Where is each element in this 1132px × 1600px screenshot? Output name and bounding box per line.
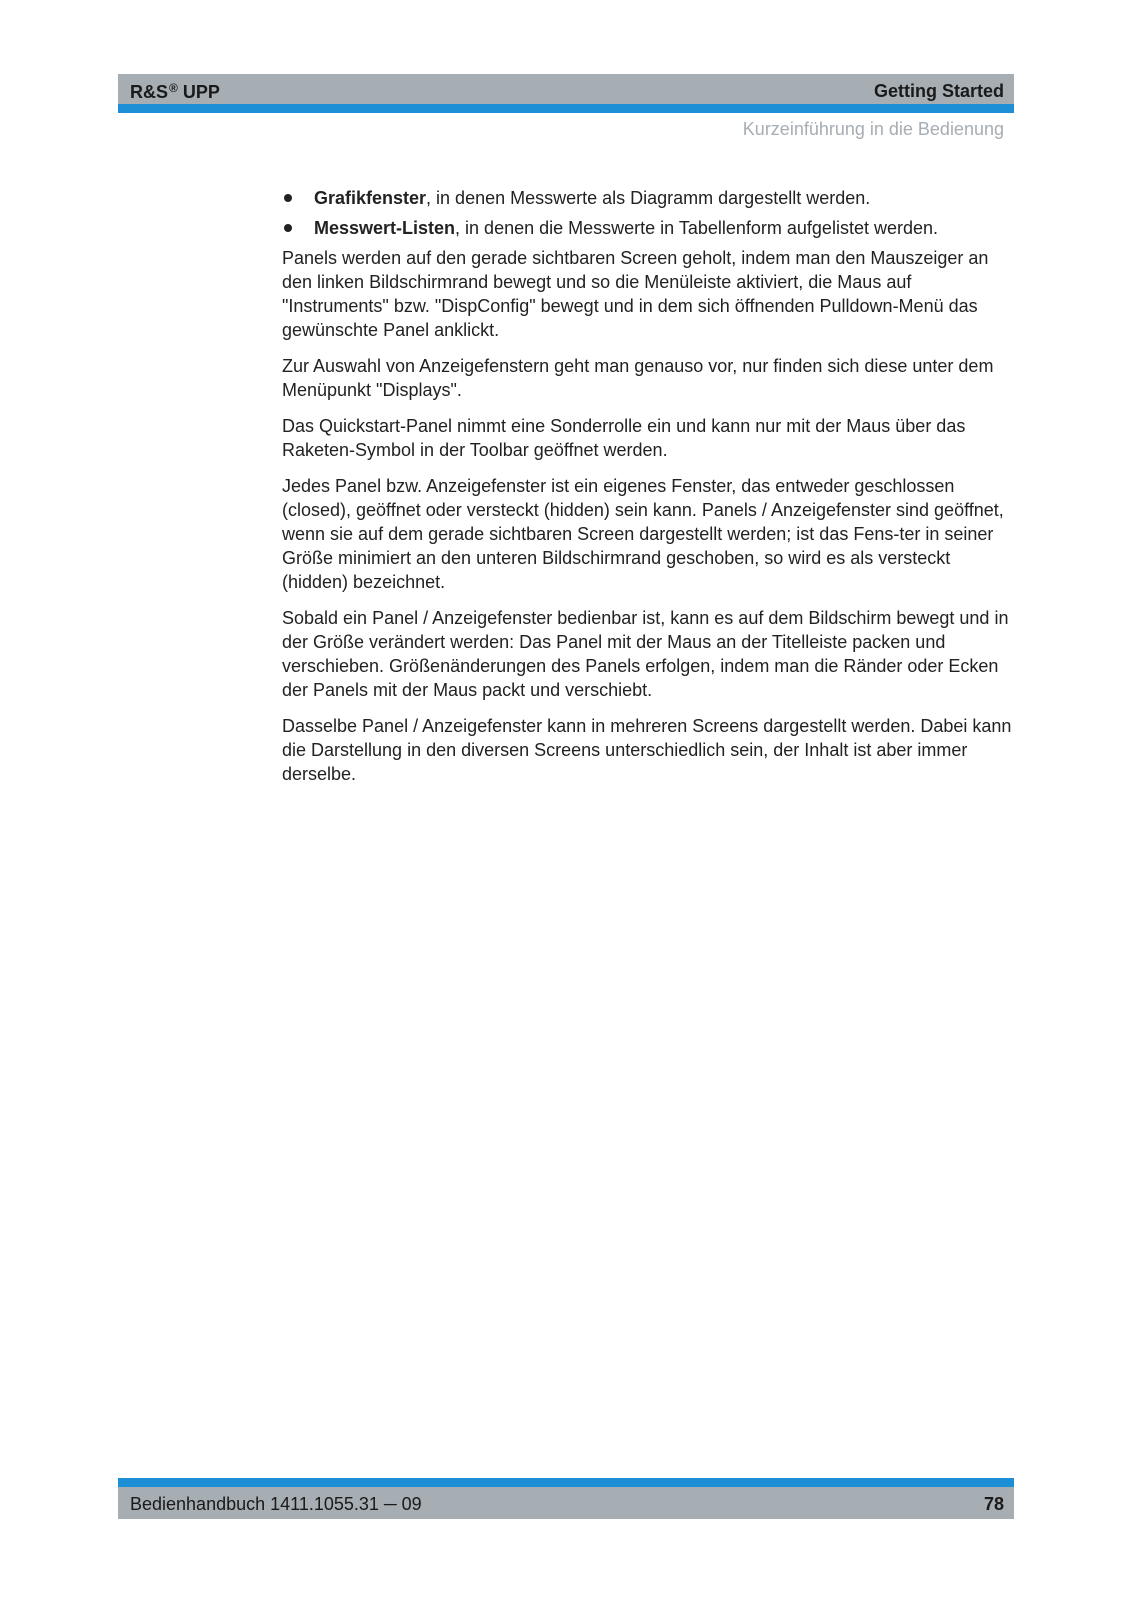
paragraph: Das Quickstart-Panel nimmt eine Sonderrolle ein und kann nur mit der Maus über das Raketen-Symbol in der Toolbar geöffnet werden.	[282, 416, 966, 460]
paragraph: Dasselbe Panel / Anzeigefenster kann in mehreren Screens dargestellt werden. Dabei kann die Darstellung in den diversen Screens unterschiedlich sein, der Inhalt ist aber immer derselbe.	[282, 716, 1012, 784]
header-product-title	[130, 81, 220, 103]
bullet-dot-icon	[284, 194, 292, 202]
header-brand: R&S	[130, 82, 169, 102]
bullet-dot-icon	[284, 224, 292, 232]
footer-accent-stripe	[118, 1478, 1014, 1487]
page-number: 78	[983, 1494, 1004, 1514]
page-body	[282, 186, 1016, 798]
paragraph: Panels werden auf den gerade sichtbaren Screen geholt, indem man den Mauszeiger an den linken Bildschirmrand bewegt und so die Menüleiste aktiviert, die Maus auf "Instruments" bzw. "DispConfig" bewegt und in dem sich öffnenden Pulldown-Menü das gewünschte Panel anklickt.	[282, 248, 989, 340]
bullet-item	[282, 216, 1016, 240]
registered-mark: ®	[169, 81, 178, 95]
footer-document-id: Bedienhandbuch 1411.1055.31 ─ 09	[130, 1494, 422, 1514]
header-chapter: Getting Started	[873, 81, 1004, 101]
paragraph: Zur Auswahl von Anzeigefenstern geht man genauso vor, nur finden sich diese unter dem Menüpunkt "Displays".	[282, 356, 994, 400]
header-accent-stripe	[118, 104, 1014, 113]
paragraph: Sobald ein Panel / Anzeigefenster bedienbar ist, kann es auf dem Bildschirm bewegt und in der Größe verändert werden: Das Panel mit der Maus an der Titelleiste packen und verschieben. Größenänderungen des Panels erfolgen, indem man die Ränder oder Ecken der Panels mit der Maus packt und verschiebt.	[282, 608, 1009, 700]
section-title: Kurzeinführung in die Bedienung	[742, 119, 1004, 139]
bullet-text: , in denen Messwerte als Diagramm dargestellt werden.	[426, 188, 871, 208]
bullet-term: Grafikfenster	[314, 188, 427, 208]
bullet-item	[282, 186, 1016, 210]
header-model: UPP	[177, 82, 220, 102]
bullet-text: , in denen die Messwerte in Tabellenform aufgelistet werden.	[455, 218, 938, 238]
paragraph: Jedes Panel bzw. Anzeigefenster ist ein eigenes Fenster, das entweder geschlossen (closed), geöffnet oder versteckt (hidden) sein kann. Panels / Anzeigefenster sind geöffnet, wenn sie auf dem gerade sichtbaren Screen dargestellt werden; ist das Fens-ter in seiner Größe minimiert an den unteren Bildschirmrand geschoben, so wird es als versteckt (hidden) bezeichnet.	[282, 476, 1004, 592]
bullet-list	[282, 186, 1016, 240]
bullet-term: Messwert-Listen	[314, 218, 456, 238]
